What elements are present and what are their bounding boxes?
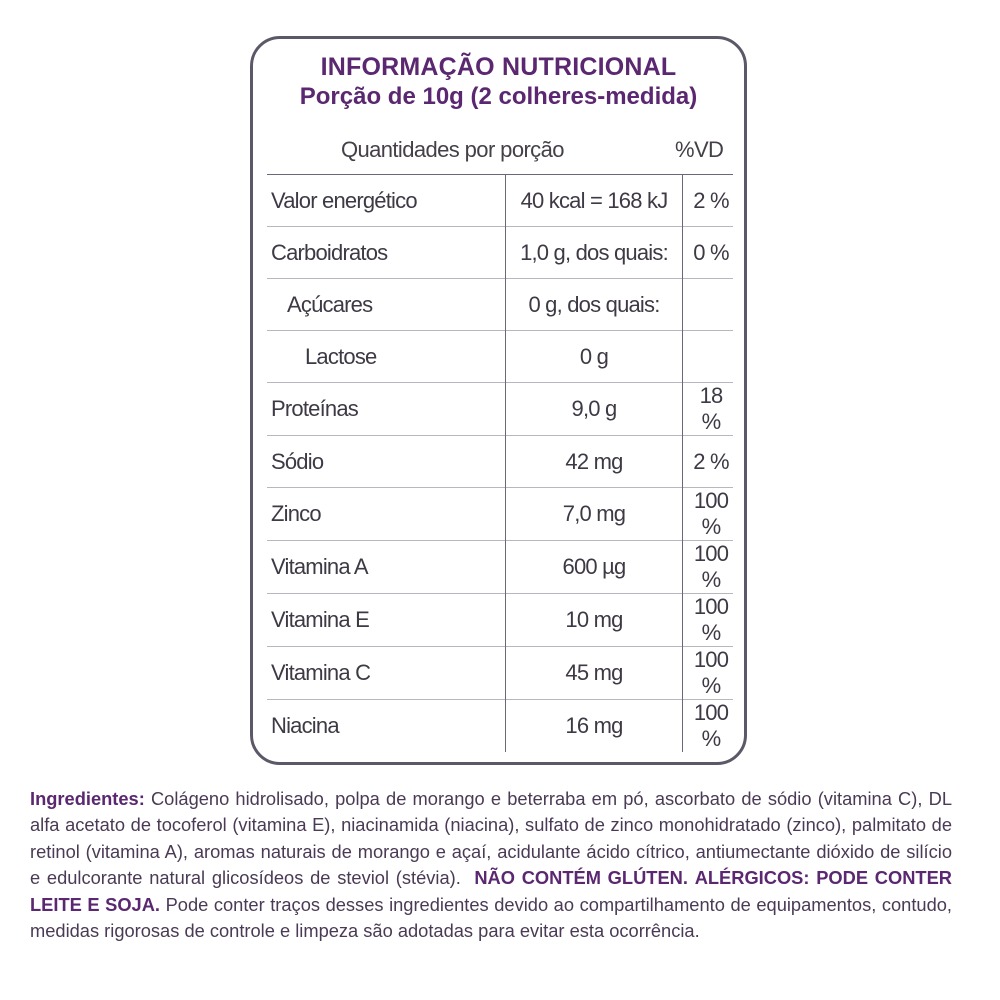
nutrition-table [267,174,733,752]
nutrient-vd: 0 % [683,227,734,279]
nutrient-name: Sódio [267,436,506,488]
table-row [267,331,733,383]
panel-subtitle: Porção de 10g (2 colheres-medida) [299,83,698,110]
nutrient-vd: 2 % [683,175,734,227]
nutrient-vd [683,279,734,331]
allergens-text: PODE CONTER LEITE E SOJA. [30,867,952,915]
table-row [267,594,733,647]
nutrient-name: Vitamina C [267,647,506,700]
nutrient-name: Vitamina E [267,594,506,647]
nutrient-vd: 100 % [683,700,734,753]
nutrient-name: Lactose [267,331,506,383]
nutrient-amount: 45 mg [506,647,683,700]
header-vd: %VD [675,137,724,162]
ingredients-paragraph [30,786,952,944]
nutrient-vd: 2 % [683,436,734,488]
nutrient-amount: 40 kcal = 168 kJ [506,175,683,227]
nutrient-vd: 100 % [683,541,734,594]
nutrient-name: Zinco [267,488,506,541]
nutrient-amount: 42 mg [506,436,683,488]
table-row [267,647,733,700]
nutrient-name: Valor energético [267,175,506,227]
table-row [267,541,733,594]
table-row [267,175,733,227]
table-row [267,488,733,541]
header-quantity: Quantidades por porção [341,137,564,162]
nutrient-amount: 0 g [506,331,683,383]
nutrient-amount: 9,0 g [506,383,683,436]
nutrient-name: Vitamina A [267,541,506,594]
nutrition-facts-panel [250,36,747,765]
table-row [267,436,733,488]
nutrient-amount: 16 mg [506,700,683,753]
nutrient-vd [683,331,734,383]
table-row [267,700,733,753]
table-row [267,383,733,436]
nutrient-name: Açúcares [267,279,506,331]
nutrient-vd: 100 % [683,594,734,647]
panel-title: INFORMAÇÃO NUTRICIONAL [320,53,677,81]
gluten-warning: NÃO CONTÉM GLÚTEN. [474,867,688,889]
nutrient-vd: 100 % [683,647,734,700]
nutrient-name: Proteínas [267,383,506,436]
allergens-label: ALÉRGICOS: [694,867,810,889]
table-row [267,227,733,279]
ingredients-label: Ingredientes: [30,788,145,809]
nutrient-amount: 7,0 mg [506,488,683,541]
nutrient-vd: 18 % [683,383,734,436]
nutrient-name: Niacina [267,700,506,753]
nutrient-name: Carboidratos [267,227,506,279]
ingredients-text: Colágeno hidrolisado, polpa de morango e beterraba em pó, ascorbato de sódio (vitamina C), DL alfa acetato de tocoferol (vitamina E), niacinamida (niacina), sulfato de zinco monohidratado (zinco), palmitato de retinol (vitamina A), aromas naturais de morango e açaí, acidulante ácido cítrico, antiumectante dióxido de silício e edulcorante natural glicosídeos de steviol (stévia). [30,788,952,889]
nutrient-amount: 1,0 g, dos quais: [506,227,683,279]
nutrient-amount: 10 mg [506,594,683,647]
trace-note: Pode conter traços desses ingredientes devido ao compartilhamento de equipamentos, contudo, medidas rigorosas de controle e limpeza são adotadas para evitar esta ocorrência. [30,893,952,942]
nutrient-vd: 100 % [683,488,734,541]
table-row [267,279,733,331]
nutrient-amount: 600 µg [506,541,683,594]
nutrient-amount: 0 g, dos quais: [506,279,683,331]
